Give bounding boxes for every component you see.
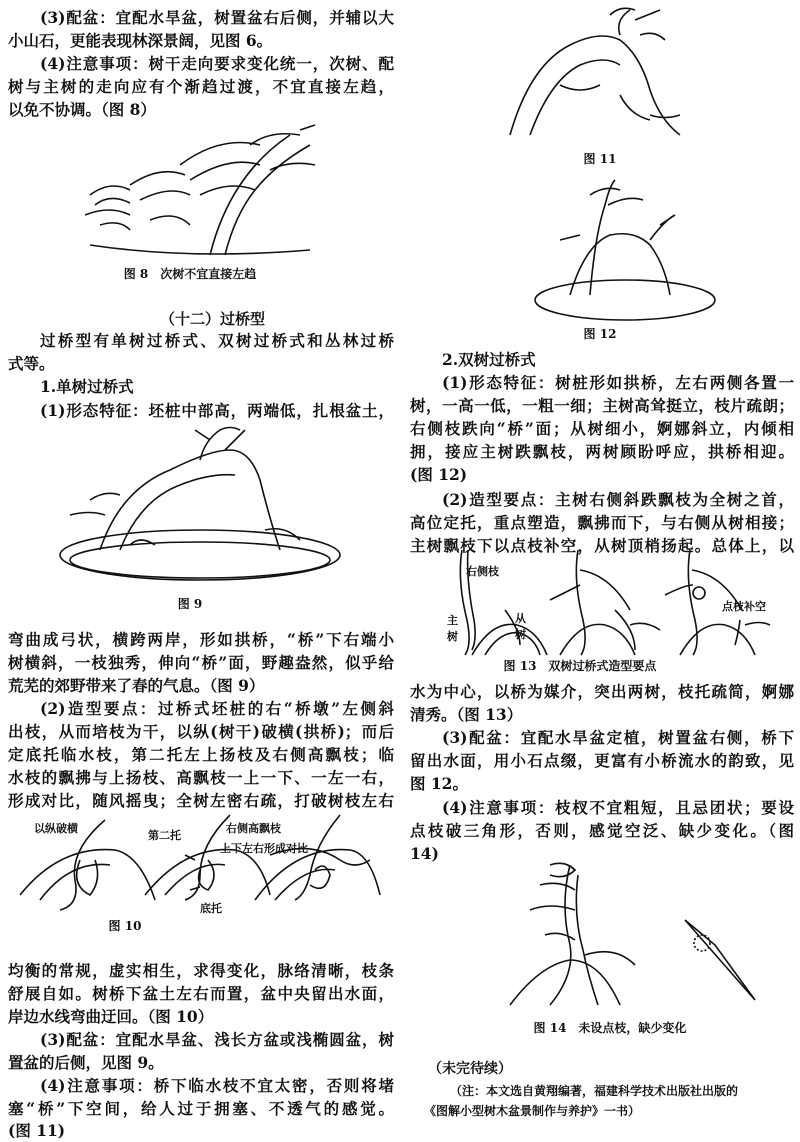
text-line: 定底托临水枝，第二托左上扬枝及右侧高飘枝；临 (8, 745, 394, 764)
text-line: 置盆的后侧，见图 9。 (8, 1053, 164, 1072)
section-heading: （十二）过桥型 (160, 310, 266, 328)
text-line: (图 11) (8, 1121, 66, 1140)
figure-10-caption: 图 10 (108, 919, 142, 933)
text-line: 14) (410, 844, 439, 863)
figure-8-illustration (70, 125, 330, 260)
figure-12-illustration (530, 175, 720, 325)
text-line: 弯曲成弓状，横跨两岸，形如拱桥，“桥”下右端小 (8, 630, 394, 649)
text-line: (4)注意事项：桥下临水枝不宜太密，否则将堵 (40, 1076, 394, 1095)
figure-13-label: 从树 (515, 612, 526, 641)
figure-11-caption: 图 11 (583, 152, 617, 166)
text-line: 右侧枝跌向“桥”面；从树细小，婀娜斜立，内倾相 (410, 419, 794, 438)
text-line: 小山石，更能表现林深景阔，见图 6。 (8, 31, 273, 50)
text-line: 树与主树的走向应有个渐趋过渡，不宜直接左趋， (8, 77, 394, 96)
figure-13-label: 点枝补空 (722, 600, 766, 613)
text-line: (3)配盆：宜配水旱盆、浅长方盆或浅椭圆盆，树 (40, 1030, 394, 1049)
subheading-single-tree: 1.单树过桥式 (40, 377, 134, 396)
source-note-line: （注：本文选自黄翔编著，福建科学技术出版社出版的 (450, 1084, 739, 1098)
text-line: (3)配盆：宜配水旱盆定植，树置盆右侧，桥下 (442, 728, 794, 747)
text-line: (1)形态特征：树桩形如拱桥，左右两侧各置一 (442, 373, 794, 392)
figure-10-label: 第二托 (148, 829, 181, 842)
text-line: (3)配盆：宜配水旱盆，树置盆右后侧，并辅以大 (40, 8, 394, 27)
figure-10-label: 底托 (200, 902, 222, 915)
subheading-double-tree: 2.双树过桥式 (442, 350, 536, 369)
figure-10-label: 右侧高飘枝 (226, 822, 281, 835)
text-line: 舒展自如。树桥下盆土左右而置，盆中央留出水面， (8, 984, 394, 1003)
figure-14-caption: 图 14 未设点枝，缺少变化 (533, 1021, 687, 1035)
text-line: 式等。 (8, 354, 55, 373)
figure-9-illustration (50, 420, 350, 590)
text-line: 以免不协调。（图 8） (8, 100, 156, 119)
text-line: 树，一高一低，一粗一细；主树高耸挺立，枝片疏朗； (410, 396, 794, 415)
text-line: 拥，接应主树跌飘枝，两树顾盼呼应，拱桥相迎。 (410, 442, 794, 461)
text-line: (2)造型要点：过桥式坯桩的右“桥墩”左侧斜 (40, 699, 394, 718)
text-line: 高位定托，重点塑造，飘拂而下，与右侧从树相接； (410, 513, 794, 532)
text-line: 形成对比，随风摇曳；全树左密右疏，打破树枝左右 (8, 791, 394, 810)
text-line: 清秀。（图 13） (410, 705, 523, 724)
text-line: (4)注意事项：树干走向要求变化统一，次树、配 (40, 54, 394, 73)
text-line: 过桥型有单树过桥式、双树过桥式和丛林过桥 (40, 331, 394, 350)
text-line: 岸边水线弯曲迂回。（图 10） (8, 1007, 214, 1026)
figure-14-illustration (490, 855, 760, 1015)
text-line: 点枝破三角形，否则，感觉空泛、缺少变化。（图 (410, 821, 794, 840)
text-line: (1)形态特征：坯桩中部高，两端低，扎根盆土， (40, 401, 394, 420)
figure-12-caption: 图 12 (583, 327, 617, 341)
text-line: (2)造型要点：主树右侧斜跌飘枝为全树之首， (442, 490, 794, 509)
text-line: 树横斜，一枝独秀，伸向“桥”面，野趣盎然，似乎给 (8, 653, 394, 672)
text-line: (图 12) (410, 465, 468, 484)
figure-8-caption: 图 8 次树不宜直接左趋 (123, 267, 257, 281)
to-be-continued: （未完待续） (428, 1061, 512, 1077)
text-line: 塞“桥”下空间，给人过于拥塞、不透气的感觉。 (8, 1099, 394, 1118)
text-line: 图 12。 (410, 774, 468, 793)
figure-13-label: 主树 (447, 614, 458, 643)
text-line: 荒芜的郊野带来了春的气息。（图 9） (8, 676, 265, 695)
text-line: (4)注意事项：枝杈不宜粗短，且忌团状；要设 (442, 798, 794, 817)
figure-13-caption: 图 13 双树过桥式造型要点 (503, 659, 657, 673)
text-line: 主树飘枝下以点枝补空，从树顶梢扬起。总体上，以 (410, 536, 794, 555)
text-line: 均衡的常规，虚实相生，求得变化，脉络清晰，枝条 (8, 961, 394, 980)
figure-10-label: 以纵破横 (34, 822, 78, 835)
figure-10-label: 上下左右形成对比 (220, 842, 308, 855)
text-line: 留出水面，用小石点缀，更富有小桥流水的韵致，见 (410, 751, 794, 770)
text-line: 水为中心，以桥为媒介，突出两树，枝托疏简，婀娜 (410, 682, 794, 701)
figure-9-caption: 图 9 (177, 597, 203, 611)
source-note-line: 《图解小型树木盆景制作与养护》一书） (424, 1104, 641, 1118)
text-line: 水枝的飘拂与上扬枝、高飘枝一上一下、一左一右， (8, 768, 394, 787)
figure-11-illustration (500, 5, 700, 145)
figure-13-label: 右侧枝 (466, 565, 499, 578)
text-line: 出枝，从而培枝为干，以纵(树干)破横(拱桥)；而后 (8, 722, 394, 741)
